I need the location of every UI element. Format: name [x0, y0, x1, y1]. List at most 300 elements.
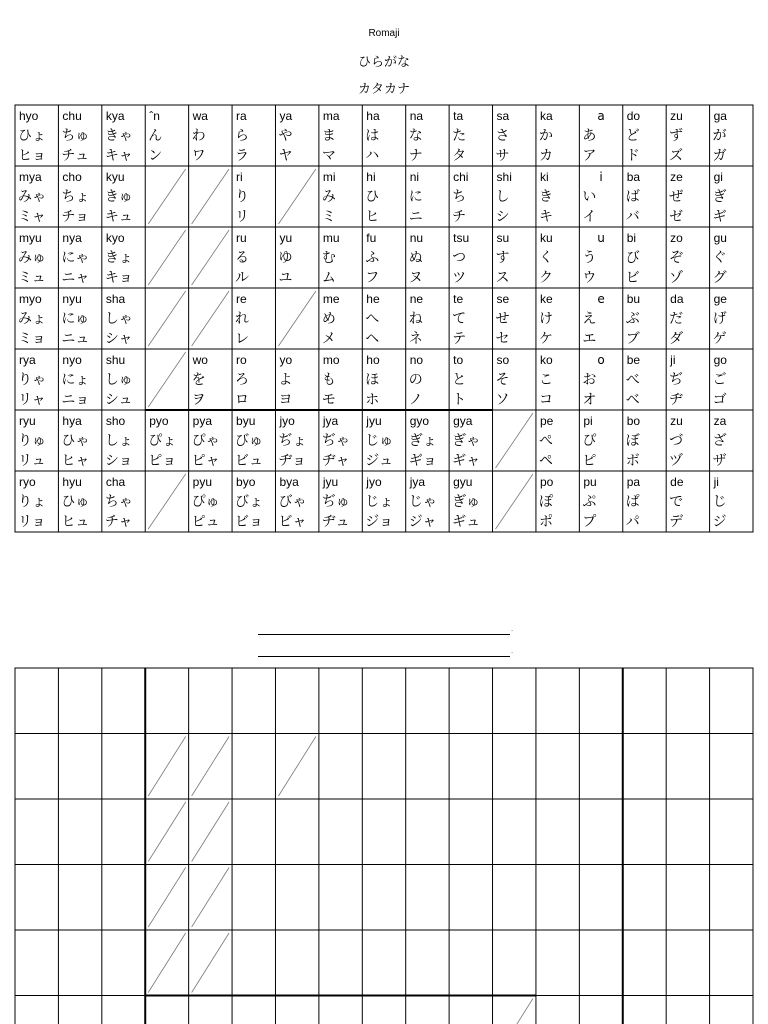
romaji-label: jyu	[322, 475, 339, 489]
katakana-label: コ	[538, 392, 553, 408]
hiragana-label: ふ	[365, 250, 380, 266]
kana-cell	[409, 292, 424, 347]
kana-cell	[235, 414, 263, 469]
romaji-label: pa	[626, 475, 641, 489]
hiragana-label: じ	[712, 494, 727, 510]
hiragana-label: あ	[582, 128, 597, 144]
hiragana-label: ぼ	[625, 433, 640, 449]
romaji-label: chu	[62, 109, 82, 123]
romaji-label: cho	[62, 170, 82, 184]
kana-cell	[105, 475, 133, 530]
katakana-label: ゾ	[669, 270, 684, 286]
hiragana-label: ちょ	[61, 189, 90, 205]
hiragana-label: ぎょ	[408, 433, 437, 449]
kana-cell	[626, 353, 641, 408]
kana-cell	[105, 353, 133, 408]
kana-cell	[18, 292, 46, 347]
kana-cell	[452, 109, 466, 164]
hiragana-label: ぢゅ	[321, 494, 350, 510]
katakana-label: ジョ	[365, 514, 394, 530]
kana-cell	[148, 169, 185, 224]
hiragana-label: ゆ	[278, 250, 293, 266]
hiragana-label: にゅ	[61, 311, 90, 327]
hiragana-label: な	[408, 128, 423, 144]
katakana-label: ジ	[712, 514, 727, 530]
romaji-label: ru	[236, 231, 247, 245]
kana-cell	[626, 292, 640, 347]
hiragana-label: ん	[148, 128, 163, 144]
romaji-label: su	[496, 231, 510, 245]
hiragana-label: さ	[495, 128, 510, 144]
kana-cell	[669, 353, 683, 408]
hiragana-label: ち	[452, 189, 467, 205]
romaji-label: ta	[453, 109, 464, 123]
kana-cell	[713, 109, 728, 164]
kana-cell	[61, 231, 89, 286]
katakana-label: リュ	[18, 453, 46, 469]
kana-cell	[496, 353, 510, 408]
hiragana-label: し	[495, 189, 510, 205]
kana-cell	[582, 475, 596, 530]
romaji-label: be	[626, 353, 641, 367]
hiragana-label: じゃ	[408, 494, 437, 510]
empty-cell-slash	[192, 169, 229, 224]
katakana-label: キ	[538, 209, 553, 225]
empty-cell-slash	[278, 291, 315, 346]
romaji-label: ze	[670, 170, 683, 184]
romaji-label: fu	[366, 231, 377, 245]
kana-cell	[322, 414, 350, 469]
romaji-label: gu	[713, 231, 727, 245]
hiragana-label: ぎゅ	[452, 494, 481, 510]
kana-cell	[105, 231, 133, 286]
romaji-label: na	[409, 109, 424, 123]
grid-slash	[496, 999, 533, 1024]
hiragana-label: お	[582, 372, 597, 388]
romaji-label: shu	[105, 353, 126, 367]
romaji-label: o	[597, 353, 605, 367]
katakana-label: レ	[235, 331, 250, 347]
hiragana-label: ね	[408, 311, 423, 327]
romaji-label: zu	[670, 414, 683, 428]
hiragana-label: ぺ	[538, 433, 553, 449]
hiragana-label: しゃ	[104, 311, 133, 327]
hiragana-label: ら	[235, 128, 250, 144]
katakana-label: ケ	[538, 331, 553, 347]
katakana-label: オ	[582, 392, 597, 408]
romaji-label: nu	[409, 231, 424, 245]
hiragana-label: ぐ	[712, 250, 727, 266]
kana-cell	[148, 291, 185, 346]
kana-cell	[539, 170, 553, 225]
romaji-label: sa	[496, 109, 510, 123]
hiragana-label: て	[452, 311, 467, 327]
katakana-label: ノ	[408, 392, 423, 408]
romaji-label: de	[670, 475, 684, 489]
katakana-label: ビョ	[235, 514, 264, 530]
kana-cell	[669, 292, 684, 347]
katakana-label: ギ	[712, 209, 727, 225]
katakana-label: サ	[495, 148, 510, 164]
romaji-label: se	[496, 292, 510, 306]
katakana-label: セ	[495, 331, 510, 347]
hiragana-label: い	[582, 189, 597, 205]
grid-slash	[192, 802, 229, 862]
kana-cell	[192, 414, 220, 469]
romaji-label: pe	[539, 414, 554, 428]
romaji-label: po	[539, 475, 554, 489]
katakana-label: ル	[235, 270, 250, 286]
romaji-label: u	[597, 231, 605, 245]
katakana-label: ヂョ	[278, 453, 307, 469]
katakana-label: リャ	[18, 392, 46, 408]
romaji-label: gyu	[453, 475, 473, 489]
hiragana-label: ちゅ	[61, 128, 90, 144]
katakana-label: ヒュ	[61, 514, 90, 530]
hiragana-label: ひ	[365, 189, 380, 205]
katakana-label: ヲ	[191, 392, 206, 408]
date-fill-line[interactable]	[258, 648, 513, 657]
hiragana-label: れ	[235, 311, 250, 327]
katakana-label: ピュ	[191, 514, 220, 530]
katakana-label: チョ	[61, 209, 90, 225]
grid-slash	[192, 933, 229, 993]
kana-cell	[626, 109, 641, 164]
kana-cell	[18, 414, 46, 469]
kana-cell	[322, 292, 340, 347]
hiragana-label: きゅ	[104, 189, 133, 205]
katakana-label: ヂ	[669, 392, 684, 408]
katakana-label: ブ	[625, 331, 640, 347]
katakana-label: ク	[538, 270, 553, 286]
kana-cell	[148, 109, 162, 164]
hiragana-label: みゃ	[18, 189, 46, 205]
romaji-label: myo	[19, 292, 42, 306]
hiragana-label: く	[538, 250, 553, 266]
kana-cell	[582, 231, 605, 286]
katakana-label: ツ	[452, 270, 467, 286]
romaji-label: wa	[192, 109, 208, 123]
hiragana-label: びゅ	[235, 433, 264, 449]
katakana-label: ヤ	[278, 148, 293, 164]
katakana-label: パ	[625, 514, 640, 530]
romaji-label: tsu	[453, 231, 470, 245]
kana-cell	[452, 414, 480, 469]
katakana-label: ビャ	[278, 514, 307, 530]
kana-cell	[713, 231, 727, 286]
hiragana-label: ど	[625, 128, 640, 144]
kana-cell	[18, 475, 46, 530]
kana-cell	[235, 292, 249, 347]
romaji-label: bo	[626, 414, 641, 428]
romaji-label: shi	[496, 170, 512, 184]
kana-cell	[278, 414, 306, 469]
kana-cell	[669, 231, 683, 286]
katakana-label: ガ	[712, 148, 727, 164]
romaji-label: mu	[322, 231, 340, 245]
hiragana-label: が	[712, 128, 727, 144]
romaji-label: gyo	[409, 414, 430, 428]
kana-cell	[496, 231, 510, 286]
hiragana-label: ば	[625, 189, 640, 205]
romaji-label: jyo	[279, 414, 295, 428]
kana-cell	[409, 170, 423, 225]
romaji-label: za	[713, 414, 727, 428]
katakana-label: デ	[669, 514, 684, 530]
kana-cell	[61, 414, 89, 469]
hiragana-label: わ	[191, 128, 206, 144]
kana-cell	[496, 170, 512, 225]
kana-cell	[626, 414, 641, 469]
hiragana-label: え	[582, 311, 597, 327]
katakana-label: ミャ	[18, 209, 46, 225]
kana-cell	[105, 414, 133, 469]
kana-cell	[409, 414, 437, 469]
katakana-label: ン	[148, 148, 163, 164]
romaji-label: chi	[453, 170, 469, 184]
romaji-label: pya	[192, 414, 213, 428]
kana-cell	[626, 231, 640, 286]
kana-cell	[148, 352, 185, 407]
romaji-label: ha	[366, 109, 380, 123]
romaji-label: ka	[539, 109, 553, 123]
katakana-label: ユ	[278, 270, 293, 286]
romaji-label: bya	[279, 475, 299, 489]
kana-cell	[496, 292, 510, 347]
katakana-label: ゴ	[712, 392, 727, 408]
hiragana-label: や	[278, 128, 293, 144]
katakana-label: バ	[625, 209, 640, 225]
empty-cell-slash	[496, 474, 533, 529]
hiragana-label: ぴゅ	[191, 494, 220, 510]
hiragana-label: づ	[669, 433, 684, 449]
katakana-label: ニュ	[61, 331, 90, 347]
name-fill-line[interactable]	[258, 626, 513, 635]
romaji-label: he	[366, 292, 380, 306]
katakana-label: ゲ	[712, 331, 727, 347]
romaji-label: ke	[539, 292, 553, 306]
katakana-label: ギュ	[452, 514, 481, 530]
hiragana-label: き	[538, 189, 553, 205]
hiragana-label: ぷ	[582, 494, 597, 510]
katakana-label: モ	[321, 392, 336, 408]
kana-cell	[278, 169, 315, 224]
romaji-label: mya	[19, 170, 42, 184]
romaji-heading: Romaji	[368, 28, 400, 39]
hiragana-label: む	[321, 250, 336, 266]
romaji-label: pyo	[149, 414, 169, 428]
romaji-label: go	[713, 353, 727, 367]
hiragana-label: べ	[625, 372, 640, 388]
katakana-label: ピョ	[148, 453, 177, 469]
hiragana-label: る	[235, 250, 250, 266]
katakana-label: ジャ	[408, 514, 437, 530]
kana-cell	[61, 109, 89, 164]
kana-cell	[365, 353, 380, 408]
hiragana-label: ぢ	[669, 372, 684, 388]
hiragana-label: み	[321, 189, 336, 205]
katakana-label: シャ	[104, 331, 133, 347]
katakana-label: フ	[365, 270, 380, 286]
kana-cell	[496, 474, 533, 529]
hiragana-label: しゅ	[104, 372, 133, 388]
katakana-label: グ	[712, 270, 727, 286]
kana-cell	[365, 170, 379, 225]
hiragana-label: びょ	[235, 494, 264, 510]
kana-cell	[235, 475, 263, 530]
hiragana-label: じょ	[365, 494, 394, 510]
katakana-label: ポ	[538, 514, 553, 530]
kana-cell	[322, 170, 336, 225]
kana-cell	[713, 170, 727, 225]
katakana-label: ヌ	[408, 270, 423, 286]
kana-cell	[669, 170, 683, 225]
romaji-label: ro	[236, 353, 247, 367]
katakana-label: ト	[452, 392, 467, 408]
empty-cell-slash	[148, 352, 185, 407]
line-end-mark: .	[511, 648, 513, 655]
romaji-label: ge	[713, 292, 727, 306]
hiragana-label: みゅ	[18, 250, 46, 266]
kana-cell	[452, 170, 468, 225]
kana-cell	[713, 353, 728, 408]
kana-cell	[496, 109, 510, 164]
hiragana-label: だ	[669, 311, 684, 327]
romaji-label: byo	[236, 475, 256, 489]
hiragana-label: り	[235, 189, 250, 205]
romaji-label: da	[670, 292, 684, 306]
hiragana-label: じゅ	[365, 433, 394, 449]
kana-cell	[452, 353, 466, 408]
kana-cell	[192, 291, 229, 346]
romaji-label: ni	[409, 170, 420, 184]
kana-cell	[18, 109, 46, 164]
romaji-label: no	[409, 353, 424, 367]
katakana-label: ヅ	[669, 453, 684, 469]
empty-cell-slash	[192, 230, 229, 285]
katakana-label: ネ	[408, 331, 423, 347]
romaji-label: kya	[105, 109, 125, 123]
romaji-label: nyo	[62, 353, 82, 367]
katakana-label: ビュ	[235, 453, 264, 469]
romaji-label: byu	[236, 414, 256, 428]
romaji-label: hyo	[19, 109, 39, 123]
kana-cell	[582, 414, 596, 469]
grid-slash	[192, 868, 229, 928]
romaji-label: a	[597, 109, 605, 123]
hiragana-label: へ	[365, 311, 380, 327]
katakana-label: ピャ	[191, 453, 220, 469]
hiragana-label: みょ	[18, 311, 46, 327]
romaji-label: wo	[192, 353, 208, 367]
romaji-label: rya	[19, 353, 36, 367]
kana-cell	[669, 475, 684, 530]
romaji-label: ba	[626, 170, 641, 184]
katakana-label: ヂャ	[321, 453, 350, 469]
katakana-label: ニャ	[61, 270, 90, 286]
katakana-label: ウ	[582, 270, 597, 286]
kana-cell	[235, 353, 249, 408]
romaji-label: ku	[539, 231, 553, 245]
kana-cell	[539, 353, 553, 408]
katakana-label: ム	[321, 270, 336, 286]
katakana-label: ニョ	[61, 392, 90, 408]
romaji-label: jyo	[366, 475, 382, 489]
hiragana-label: げ	[712, 311, 727, 327]
katakana-label: リョ	[18, 514, 46, 530]
katakana-label: ア	[582, 148, 597, 164]
hiragana-label: ひょ	[18, 128, 46, 144]
kana-cell	[409, 353, 424, 408]
romaji-label: myu	[19, 231, 42, 245]
katakana-label: ボ	[625, 453, 640, 469]
kana-cell	[18, 170, 46, 225]
empty-cell-slash	[278, 169, 315, 224]
kana-cell	[148, 414, 176, 469]
kana-cell	[409, 475, 437, 530]
hiragana-label: ひゅ	[61, 494, 90, 510]
hiragana-label: にゃ	[61, 250, 90, 266]
romaji-label: sha	[105, 292, 126, 306]
kana-cell	[582, 292, 604, 347]
katakana-label: ザ	[712, 453, 727, 469]
katakana-label: ヨ	[278, 392, 293, 408]
katakana-label: シ	[495, 209, 510, 225]
kana-cell	[192, 475, 220, 530]
kana-cell	[713, 292, 728, 347]
empty-cell-slash	[148, 169, 185, 224]
romaji-label: te	[453, 292, 464, 306]
romaji-label: cha	[105, 475, 126, 489]
romaji-label: zu	[670, 109, 683, 123]
kana-cell	[582, 170, 602, 225]
romaji-label: zo	[670, 231, 683, 245]
kana-cell	[192, 109, 209, 164]
kana-cell	[365, 292, 380, 347]
hiragana-label: ちゃ	[104, 494, 133, 510]
katakana-label: キャ	[104, 148, 133, 164]
grid-slash	[148, 933, 185, 993]
romaji-label: mo	[322, 353, 340, 367]
romaji-label: yu	[279, 231, 293, 245]
hiragana-label: ぴ	[582, 433, 597, 449]
romaji-label: ne	[409, 292, 424, 306]
romaji-label: ga	[713, 109, 727, 123]
romaji-label: ki	[539, 170, 549, 184]
hiragana-label: りょ	[18, 494, 46, 510]
hiragana-label: ぬ	[408, 250, 423, 266]
romaji-label: ryu	[19, 414, 36, 428]
hiragana-label: ぎゃ	[452, 433, 481, 449]
romaji-label: ya	[279, 109, 293, 123]
hiragana-label: ろ	[235, 372, 250, 388]
hiragana-label: ざ	[712, 433, 727, 449]
hiragana-label: ぢょ	[278, 433, 307, 449]
katakana-label: メ	[321, 331, 336, 347]
romaji-label: e	[597, 292, 605, 306]
hiragana-label: ぜ	[669, 189, 684, 205]
kana-cell	[496, 413, 533, 468]
kana-cell	[539, 109, 553, 164]
romaji-label: ji	[670, 353, 676, 367]
hiragana-label: す	[495, 250, 510, 266]
romaji-label: sho	[105, 414, 126, 428]
kana-cell	[61, 353, 89, 408]
kana-cell	[148, 474, 185, 529]
katakana-label: チュ	[61, 148, 90, 164]
katakana-label: ナ	[408, 148, 423, 164]
hiragana-label: りゃ	[18, 372, 46, 388]
